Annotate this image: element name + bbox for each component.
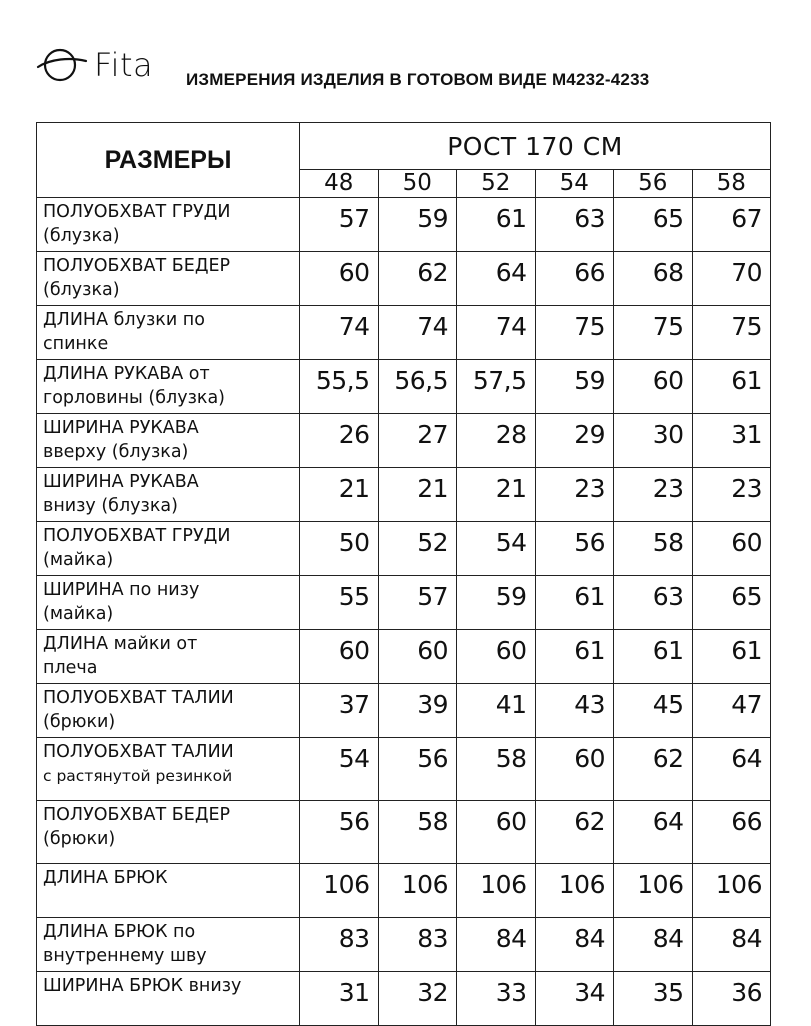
measurement-value: 106 (692, 864, 771, 918)
measurement-row (37, 738, 771, 801)
measurement-label-line2: (майка) (43, 550, 114, 570)
measurement-value: 106 (378, 864, 457, 918)
measurement-value: 23 (614, 468, 693, 522)
measurement-label (37, 972, 300, 1026)
measurement-label-line1: ПОЛУОБХВАТ БЕДЕР (43, 256, 231, 276)
measurement-value: 23 (535, 468, 614, 522)
measurement-value: 57 (378, 576, 457, 630)
measurement-value: 30 (614, 414, 693, 468)
brand-name: Fita (94, 46, 154, 84)
measurement-value: 60 (300, 252, 379, 306)
measurement-value: 106 (300, 864, 379, 918)
measurement-label (37, 522, 300, 576)
measurement-label-line2: плеча (43, 658, 98, 678)
measurement-value: 75 (692, 306, 771, 360)
measurement-label (37, 630, 300, 684)
measurement-value: 56 (535, 522, 614, 576)
measurement-value: 56 (378, 738, 457, 801)
measurement-value: 21 (457, 468, 536, 522)
measurement-label-line1: ПОЛУОБХВАТ ГРУДИ (43, 202, 231, 222)
measurement-value: 61 (535, 630, 614, 684)
measurement-value: 35 (614, 972, 693, 1026)
measurement-value: 39 (378, 684, 457, 738)
measurement-value: 55,5 (300, 360, 379, 414)
measurement-value: 62 (535, 801, 614, 864)
measurement-row (37, 801, 771, 864)
measurement-value: 84 (535, 918, 614, 972)
measurement-label-line2: (майка) (43, 604, 114, 624)
measurement-label (37, 576, 300, 630)
measurement-label-line1: ПОЛУОБХВАТ ГРУДИ (43, 526, 231, 546)
growth-header: РОСТ 170 СМ (300, 123, 771, 170)
measurement-value: 66 (535, 252, 614, 306)
measurement-row (37, 918, 771, 972)
measurement-row (37, 414, 771, 468)
measurement-value: 75 (614, 306, 693, 360)
measurement-value: 60 (378, 630, 457, 684)
measurement-label-line1: ДЛИНА блузки по (43, 310, 205, 330)
measurement-value: 37 (300, 684, 379, 738)
measurement-value: 21 (300, 468, 379, 522)
measurement-value: 74 (457, 306, 536, 360)
measurement-value: 27 (378, 414, 457, 468)
brand-logo (36, 40, 153, 90)
measurement-value: 84 (614, 918, 693, 972)
size-number: 54 (535, 170, 614, 198)
measurement-value: 60 (300, 630, 379, 684)
measurement-value: 84 (457, 918, 536, 972)
measurement-value: 59 (535, 360, 614, 414)
measurement-value: 63 (535, 198, 614, 252)
measurement-value: 28 (457, 414, 536, 468)
measurement-value: 84 (692, 918, 771, 972)
measurement-value: 61 (457, 198, 536, 252)
measurement-label (37, 801, 300, 864)
measurement-label (37, 864, 300, 918)
measurement-label-line1: ШИРИНА РУКАВА (43, 472, 199, 492)
size-chart-table (36, 122, 771, 1026)
measurement-value: 58 (614, 522, 693, 576)
measurement-value: 52 (378, 522, 457, 576)
measurement-value: 106 (457, 864, 536, 918)
measurement-value: 74 (378, 306, 457, 360)
measurement-label-line1: ПОЛУОБХВАТ ТАЛИИ (43, 688, 234, 708)
measurement-value: 63 (614, 576, 693, 630)
measurement-label (37, 738, 300, 801)
measurement-value: 54 (457, 522, 536, 576)
measurement-value: 60 (457, 801, 536, 864)
measurement-value: 31 (692, 414, 771, 468)
measurement-value: 75 (535, 306, 614, 360)
measurement-row (37, 576, 771, 630)
measurement-value: 65 (692, 576, 771, 630)
measurement-label-line2: горловины (блузка) (43, 388, 225, 408)
measurement-value: 34 (535, 972, 614, 1026)
measurement-value: 67 (692, 198, 771, 252)
measurement-value: 47 (692, 684, 771, 738)
measurement-value: 83 (300, 918, 379, 972)
measurement-value: 60 (535, 738, 614, 801)
measurement-label-line1: ДЛИНА РУКАВА от (43, 364, 210, 384)
measurement-row (37, 468, 771, 522)
measurement-value: 23 (692, 468, 771, 522)
measurement-value: 83 (378, 918, 457, 972)
size-number: 58 (692, 170, 771, 198)
measurement-label (37, 918, 300, 972)
measurement-label-line1: ШИРИНА БРЮК внизу (43, 976, 242, 996)
measurement-row (37, 252, 771, 306)
measurement-label (37, 360, 300, 414)
measurement-value: 60 (614, 360, 693, 414)
fita-logo-icon (36, 45, 88, 85)
measurement-value: 70 (692, 252, 771, 306)
measurement-row (37, 864, 771, 918)
measurement-value: 55 (300, 576, 379, 630)
measurement-label-line2: (брюки) (43, 712, 116, 732)
measurement-label-line2: (брюки) (43, 829, 116, 849)
measurement-value: 41 (457, 684, 536, 738)
size-number: 56 (614, 170, 693, 198)
measurement-value: 58 (457, 738, 536, 801)
measurement-row (37, 684, 771, 738)
measurement-value: 58 (378, 801, 457, 864)
measurement-value: 56 (300, 801, 379, 864)
document-title: ИЗМЕРЕНИЯ ИЗДЕЛИЯ В ГОТОВОМ ВИДЕ М4232-4233 (186, 70, 650, 89)
sizes-header: РАЗМЕРЫ (37, 123, 300, 198)
measurement-value: 64 (614, 801, 693, 864)
measurement-row (37, 522, 771, 576)
measurement-value: 43 (535, 684, 614, 738)
measurement-row (37, 972, 771, 1026)
measurement-label-line1: ДЛИНА БРЮК по (43, 922, 196, 942)
measurement-value: 60 (692, 522, 771, 576)
measurement-value: 29 (535, 414, 614, 468)
size-number: 52 (457, 170, 536, 198)
measurement-row (37, 630, 771, 684)
measurement-label-line1: ШИРИНА по низу (43, 580, 200, 600)
measurement-row (37, 360, 771, 414)
header (36, 40, 796, 100)
measurement-value: 61 (535, 576, 614, 630)
measurement-value: 32 (378, 972, 457, 1026)
measurement-value: 62 (614, 738, 693, 801)
measurement-value: 50 (300, 522, 379, 576)
measurement-label (37, 414, 300, 468)
measurement-value: 26 (300, 414, 379, 468)
measurement-value: 64 (457, 252, 536, 306)
measurement-label-line1: ПОЛУОБХВАТ ТАЛИИ (43, 742, 234, 762)
size-number: 50 (378, 170, 457, 198)
measurement-label (37, 198, 300, 252)
measurement-label-line1: ПОЛУОБХВАТ БЕДЕР (43, 805, 231, 825)
measurement-label-line2: с растянутой резинкой (43, 767, 233, 785)
measurement-value: 106 (614, 864, 693, 918)
measurement-row (37, 198, 771, 252)
measurement-row (37, 306, 771, 360)
measurement-value: 61 (692, 630, 771, 684)
measurement-value: 74 (300, 306, 379, 360)
measurement-value: 57,5 (457, 360, 536, 414)
measurement-value: 21 (378, 468, 457, 522)
measurement-label-line1: ДЛИНА БРЮК (43, 868, 168, 888)
measurement-value: 33 (457, 972, 536, 1026)
measurement-value: 59 (378, 198, 457, 252)
measurement-label-line2: внизу (блузка) (43, 496, 178, 516)
measurement-label (37, 468, 300, 522)
measurement-value: 45 (614, 684, 693, 738)
measurement-value: 106 (535, 864, 614, 918)
measurement-label-line2: (блузка) (43, 280, 120, 300)
measurement-value: 60 (457, 630, 536, 684)
measurement-label-line2: (блузка) (43, 226, 120, 246)
measurement-value: 56,5 (378, 360, 457, 414)
size-number: 48 (300, 170, 379, 198)
measurement-value: 66 (692, 801, 771, 864)
measurement-label-line2: спинке (43, 334, 109, 354)
measurement-label-line2: вверху (блузка) (43, 442, 189, 462)
measurement-value: 62 (378, 252, 457, 306)
measurement-value: 61 (614, 630, 693, 684)
measurement-label-line1: ДЛИНА майки от (43, 634, 198, 654)
measurement-value: 57 (300, 198, 379, 252)
measurement-value: 64 (692, 738, 771, 801)
measurement-value: 36 (692, 972, 771, 1026)
header-row (37, 123, 771, 170)
measurement-label (37, 252, 300, 306)
measurement-value: 59 (457, 576, 536, 630)
measurement-label (37, 306, 300, 360)
measurement-label-line1: ШИРИНА РУКАВА (43, 418, 199, 438)
measurement-label (37, 684, 300, 738)
measurement-label-line2: внутреннему шву (43, 946, 207, 966)
measurement-value: 68 (614, 252, 693, 306)
measurement-value: 61 (692, 360, 771, 414)
measurement-value: 31 (300, 972, 379, 1026)
measurement-value: 54 (300, 738, 379, 801)
measurement-value: 65 (614, 198, 693, 252)
